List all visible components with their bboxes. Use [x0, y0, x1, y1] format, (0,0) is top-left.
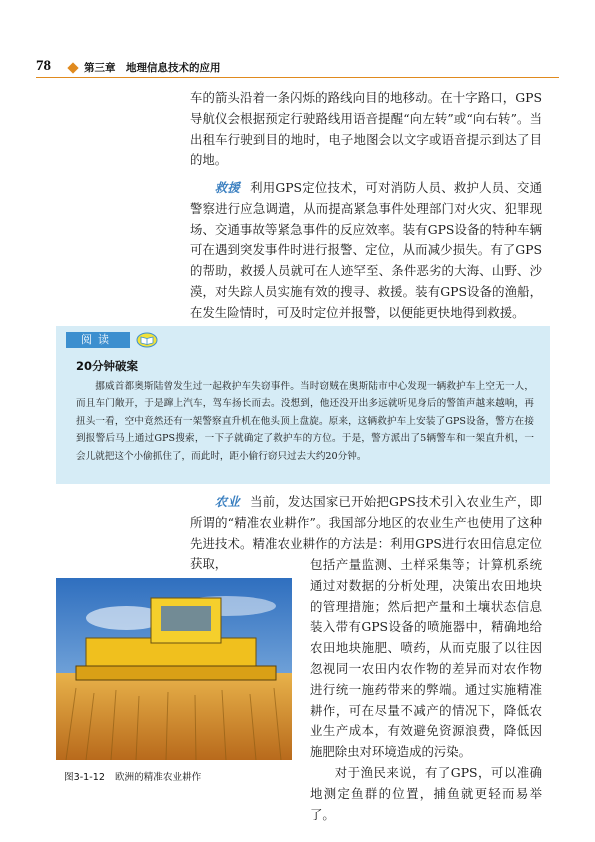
chapter-title: 第三章 地理信息技术的应用	[84, 62, 221, 74]
diamond-bullet-icon	[67, 62, 78, 73]
figure-caption	[64, 769, 211, 783]
harvester-image	[56, 578, 292, 760]
reading-box	[56, 326, 550, 484]
agriculture-wrap-paragraph: 包括产量监测、土样采集等；计算机系统通过对数据的分析处理，决策出农田地块的管理措施；然后把产量和土壤状态信息装入带有GPS设备的喷施器中，精确地给农田地块施肥、喷药，从而克服了以往因忽视同一农田内农作物的差异而对农作物进行统一施药带来的弊端。通过实施精准耕作，可在尽量不减产的情况下，降低农业生产成本，有效避免资源浪费，降低因施肥除虫对环境造成的污染。	[310, 557, 542, 760]
fishing-paragraph: 对于渔民来说，有了GPS，可以准确地测定鱼群的位置，捕鱼就更轻而易举了。	[310, 764, 542, 822]
harvester-photo	[56, 578, 292, 760]
page-header	[0, 0, 595, 80]
reading-title: 20分钟破案	[76, 359, 139, 373]
reading-tag: 阅读	[66, 332, 130, 348]
agriculture-label: 农业	[214, 494, 241, 509]
intro-paragraph	[190, 88, 542, 171]
rescue-label: 救援	[214, 180, 241, 195]
figure-number: 图3-1-12	[64, 772, 105, 783]
reading-text: 挪威首都奥斯陆曾发生过一起救护车失窃事件。当时窃贼在奥斯陆市中心发现一辆救护车上空无一人，而且车门敞开，于是蹿上汽车，驾车扬长而去。没想到，他还没开出多远就听见身后的警笛声越来越响，再扭头一看，空中竟然还有一架警察直升机在他头顶上盘旋。原来，这辆救护车上安装了GPS设备，警方在接到报警后马上通过GPS搜索，一下子就确定了救护车的方位。于是，警方派出了5辆警车和一架直升机，一会儿就把这个小偷抓住了，而此时，距小偷行窃只过去大约20分钟。	[76, 381, 534, 462]
page-number: 78	[36, 58, 51, 74]
rescue-text: 利用GPS定位技术，可对消防人员、救护人员、交通警察进行应急调遣，从而提高紧急事件处理部门对火灾、犯罪现场、交通事故等紧急事件的反应效率。装有GPS设备的特种车辆可在遇到突发事件时进行报警、定位，从而减少损失。有了GPS的帮助，救援人员就可在人迹罕至、条件恶劣的大海、山野、沙漠，对失踪人员实施有效的搜寻、救援。装有GPS设备的渔船，在发生险情时，可及时定位并报警，以便能更快地得到救援。	[190, 180, 542, 320]
agriculture-wrap-text	[310, 555, 542, 825]
figure-caption-text: 欧洲的精准农业耕作	[114, 772, 202, 783]
intro-text: 车的箭头沿着一条闪烁的路线向目的地移动。在十字路口，GPS导航仪会根据预定行驶路线用语音提醒“向左转”或“向右转”。当出租车行驶到目的地时，电子地图会以文字或语音提示到达了目的地。	[190, 90, 542, 168]
book-icon	[136, 332, 158, 348]
header-rule	[36, 77, 559, 78]
agriculture-text: 当前，发达国家已开始把GPS技术引入农业生产，即所谓的“精准农业耕作”。我国部分地区的农业生产也使用了这种先进技术。精准农业耕作的方法是：利用GPS进行农田信息定位获取，	[190, 494, 542, 572]
rescue-paragraph	[190, 178, 542, 324]
rescue-section	[190, 178, 542, 324]
